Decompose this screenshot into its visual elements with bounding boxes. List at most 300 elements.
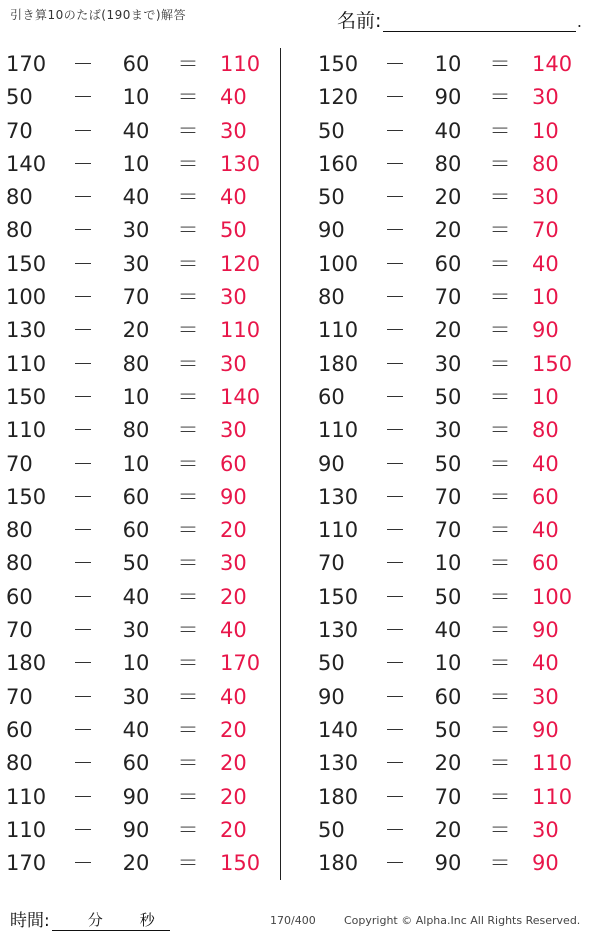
minus-sign: －: [384, 451, 406, 476]
equals-sign: ＝: [489, 851, 511, 876]
subtrahend: 10: [434, 651, 462, 676]
problem-row: [0, 681, 270, 714]
equals-sign: ＝: [177, 318, 199, 343]
page-number: 170/400: [270, 914, 316, 927]
problem-row: [0, 448, 270, 481]
equals-sign: ＝: [177, 684, 199, 709]
answer: 140: [532, 52, 573, 76]
minus-sign: －: [384, 285, 406, 310]
answer: 30: [220, 285, 247, 310]
answer: 60: [532, 551, 559, 576]
problem-row: [0, 414, 270, 447]
minuend: 110: [318, 418, 359, 443]
subtrahend: 50: [122, 551, 150, 576]
minus-sign: －: [72, 351, 94, 376]
name-label: 名前:: [337, 10, 382, 32]
subtrahend: 70: [434, 784, 462, 809]
equals-sign: ＝: [489, 451, 511, 476]
minuend: 80: [6, 551, 33, 576]
minuend: 80: [6, 218, 33, 243]
problem-row: [0, 281, 270, 314]
problem-row: [0, 847, 270, 880]
equals-sign: ＝: [489, 618, 511, 643]
problem-row: [312, 314, 582, 347]
minuend: 70: [6, 118, 33, 143]
subtrahend: 60: [434, 684, 462, 709]
problem-row: [312, 647, 582, 680]
minus-sign: －: [384, 185, 406, 210]
minuend: 100: [318, 251, 359, 276]
equals-sign: ＝: [177, 717, 199, 742]
subtrahend: 80: [122, 351, 150, 376]
minus-sign: －: [384, 584, 406, 609]
minuend: 150: [6, 384, 47, 409]
equals-sign: ＝: [489, 784, 511, 809]
minuend: 50: [318, 817, 345, 842]
minuend: 110: [6, 817, 47, 842]
minus-sign: －: [72, 518, 94, 543]
minus-sign: －: [72, 817, 94, 842]
subtrahend: 60: [122, 518, 150, 543]
answer: 60: [532, 484, 559, 509]
problem-row: [312, 481, 582, 514]
minuend: 110: [318, 518, 359, 543]
minus-sign: －: [384, 384, 406, 409]
answer: 170: [220, 651, 261, 676]
equals-sign: ＝: [177, 484, 199, 509]
equals-sign: ＝: [489, 817, 511, 842]
problem-row: [0, 781, 270, 814]
problem-row: [0, 547, 270, 580]
equals-sign: ＝: [177, 185, 199, 210]
minuend: 180: [6, 651, 47, 676]
problem-column-right: [312, 48, 582, 880]
minus-sign: －: [72, 618, 94, 643]
problem-row: [312, 448, 582, 481]
problem-row: [312, 348, 582, 381]
answer: 10: [532, 285, 559, 310]
problem-row: [0, 115, 270, 148]
minus-sign: －: [72, 85, 94, 110]
minuend: 70: [318, 551, 345, 576]
subtrahend: 50: [434, 384, 462, 409]
problem-row: [0, 481, 270, 514]
answer: 20: [220, 817, 247, 842]
time-field: [10, 906, 170, 931]
minuend: 60: [6, 717, 33, 742]
answer: 40: [220, 618, 247, 643]
problem-row: [312, 181, 582, 214]
subtrahend: 50: [434, 717, 462, 742]
answer: 20: [220, 584, 247, 609]
equals-sign: ＝: [177, 851, 199, 876]
subtrahend: 40: [434, 618, 462, 643]
minus-sign: －: [384, 684, 406, 709]
equals-sign: ＝: [177, 784, 199, 809]
minuend: 50: [318, 651, 345, 676]
answer: 140: [220, 384, 261, 409]
equals-sign: ＝: [177, 218, 199, 243]
subtrahend: 10: [122, 451, 150, 476]
subtrahend: 50: [434, 451, 462, 476]
minuend: 170: [6, 851, 47, 876]
subtrahend: 20: [434, 318, 462, 343]
answer: 10: [532, 384, 559, 409]
problem-row: [0, 714, 270, 747]
subtrahend: 30: [122, 618, 150, 643]
subtrahend: 60: [122, 751, 150, 776]
answer: 90: [532, 318, 559, 343]
problem-row: [312, 81, 582, 114]
answer: 40: [220, 185, 247, 210]
minus-sign: －: [384, 318, 406, 343]
answer: 90: [532, 717, 559, 742]
minuend: 180: [318, 351, 359, 376]
problem-row: [312, 214, 582, 247]
minuend: 120: [318, 85, 359, 110]
subtrahend: 90: [122, 784, 150, 809]
subtrahend: 60: [434, 251, 462, 276]
subtrahend: 20: [122, 851, 150, 876]
minuend: 140: [6, 151, 47, 176]
seconds-unit: 秒: [139, 911, 155, 929]
subtrahend: 20: [122, 318, 150, 343]
minus-sign: －: [384, 851, 406, 876]
minus-sign: －: [384, 817, 406, 842]
subtrahend: 90: [122, 817, 150, 842]
problem-row: [312, 281, 582, 314]
minus-sign: －: [384, 518, 406, 543]
minus-sign: －: [384, 717, 406, 742]
equals-sign: ＝: [177, 618, 199, 643]
equals-sign: ＝: [177, 551, 199, 576]
subtrahend: 70: [434, 518, 462, 543]
problem-row: [312, 48, 582, 81]
equals-sign: ＝: [489, 717, 511, 742]
equals-sign: ＝: [489, 185, 511, 210]
minus-sign: －: [72, 318, 94, 343]
minuend: 150: [318, 584, 359, 609]
subtrahend: 50: [434, 584, 462, 609]
minus-sign: －: [72, 418, 94, 443]
time-underline: [52, 908, 170, 931]
minus-sign: －: [384, 618, 406, 643]
problem-row: [312, 681, 582, 714]
subtrahend: 40: [122, 584, 150, 609]
minuend: 110: [6, 351, 47, 376]
minuend: 150: [6, 251, 47, 276]
equals-sign: ＝: [489, 251, 511, 276]
problem-row: [312, 581, 582, 614]
answer: 20: [220, 717, 247, 742]
equals-sign: ＝: [489, 318, 511, 343]
answer: 20: [220, 751, 247, 776]
minuend: 90: [318, 684, 345, 709]
equals-sign: ＝: [489, 384, 511, 409]
column-divider: [280, 48, 281, 880]
equals-sign: ＝: [177, 351, 199, 376]
answer: 30: [220, 118, 247, 143]
minus-sign: －: [384, 418, 406, 443]
equals-sign: ＝: [177, 584, 199, 609]
minuend: 180: [318, 784, 359, 809]
subtrahend: 40: [122, 118, 150, 143]
minuend: 150: [318, 52, 359, 76]
answer: 110: [532, 784, 573, 809]
answer: 40: [220, 684, 247, 709]
subtrahend: 10: [122, 151, 150, 176]
minuend: 50: [318, 118, 345, 143]
minuend: 130: [6, 318, 47, 343]
answer: 110: [532, 751, 573, 776]
minus-sign: －: [72, 251, 94, 276]
minuend: 70: [6, 618, 33, 643]
minuend: 50: [318, 185, 345, 210]
problem-row: [312, 614, 582, 647]
answer: 40: [532, 651, 559, 676]
minus-sign: －: [72, 484, 94, 509]
minus-sign: －: [72, 717, 94, 742]
subtrahend: 10: [122, 85, 150, 110]
answer: 40: [532, 451, 559, 476]
minuend: 70: [6, 684, 33, 709]
minus-sign: －: [384, 351, 406, 376]
subtrahend: 90: [434, 85, 462, 110]
answer: 150: [220, 851, 261, 876]
subtrahend: 10: [434, 551, 462, 576]
minus-sign: －: [384, 218, 406, 243]
minus-sign: －: [72, 784, 94, 809]
subtrahend: 90: [434, 851, 462, 876]
answer: 90: [532, 851, 559, 876]
subtrahend: 30: [122, 251, 150, 276]
subtrahend: 10: [434, 52, 462, 76]
minus-sign: －: [384, 651, 406, 676]
equals-sign: ＝: [489, 285, 511, 310]
answer: 130: [220, 151, 261, 176]
equals-sign: ＝: [489, 484, 511, 509]
problem-row: [312, 381, 582, 414]
minuend: 80: [6, 518, 33, 543]
subtrahend: 10: [122, 651, 150, 676]
answer: 30: [532, 684, 559, 709]
subtrahend: 10: [122, 384, 150, 409]
minutes-unit: 分: [87, 911, 103, 929]
minus-sign: －: [72, 751, 94, 776]
minus-sign: －: [384, 151, 406, 176]
answer: 90: [532, 618, 559, 643]
problem-row: [0, 48, 270, 81]
subtrahend: 40: [122, 185, 150, 210]
answer: 40: [220, 85, 247, 110]
equals-sign: ＝: [177, 651, 199, 676]
minus-sign: －: [72, 451, 94, 476]
problem-row: [312, 847, 582, 880]
problem-row: [0, 214, 270, 247]
problem-column-left: [0, 48, 270, 880]
minuend: 70: [6, 451, 33, 476]
answer: 10: [532, 118, 559, 143]
answer: 30: [532, 185, 559, 210]
minus-sign: －: [384, 52, 406, 76]
minus-sign: －: [384, 784, 406, 809]
subtrahend: 20: [434, 751, 462, 776]
answer: 40: [532, 251, 559, 276]
subtrahend: 60: [122, 484, 150, 509]
minus-sign: －: [72, 651, 94, 676]
minuend: 100: [6, 285, 47, 310]
name-underline: [383, 11, 576, 32]
minuend: 110: [6, 418, 47, 443]
subtrahend: 70: [434, 285, 462, 310]
subtrahend: 20: [434, 185, 462, 210]
answer: 30: [220, 418, 247, 443]
answer: 70: [532, 218, 559, 243]
subtrahend: 30: [434, 418, 462, 443]
subtrahend: 70: [122, 285, 150, 310]
minus-sign: －: [72, 218, 94, 243]
equals-sign: ＝: [177, 251, 199, 276]
minus-sign: －: [384, 751, 406, 776]
subtrahend: 80: [434, 151, 462, 176]
problem-row: [312, 414, 582, 447]
minus-sign: －: [384, 551, 406, 576]
problem-row: [0, 614, 270, 647]
equals-sign: ＝: [489, 151, 511, 176]
answer: 110: [220, 318, 261, 343]
problem-row: [312, 714, 582, 747]
problem-row: [0, 747, 270, 780]
minuend: 80: [318, 285, 345, 310]
equals-sign: ＝: [489, 551, 511, 576]
minuend: 150: [6, 484, 47, 509]
minuend: 60: [318, 384, 345, 409]
equals-sign: ＝: [177, 518, 199, 543]
time-label: 時間:: [10, 911, 50, 931]
minuend: 130: [318, 484, 359, 509]
answer: 20: [220, 784, 247, 809]
equals-sign: ＝: [177, 285, 199, 310]
answer: 120: [220, 251, 261, 276]
equals-sign: ＝: [489, 584, 511, 609]
answer: 90: [220, 484, 247, 509]
subtrahend: 80: [122, 418, 150, 443]
minuend: 90: [318, 218, 345, 243]
equals-sign: ＝: [177, 118, 199, 143]
minus-sign: －: [384, 484, 406, 509]
minuend: 110: [6, 784, 47, 809]
equals-sign: ＝: [177, 418, 199, 443]
answer: 20: [220, 518, 247, 543]
equals-sign: ＝: [489, 52, 511, 76]
subtrahend: 40: [434, 118, 462, 143]
problem-row: [0, 647, 270, 680]
problem-row: [0, 348, 270, 381]
problem-row: [0, 314, 270, 347]
answer: 30: [532, 85, 559, 110]
equals-sign: ＝: [177, 751, 199, 776]
answer: 50: [220, 218, 247, 243]
problem-row: [0, 514, 270, 547]
answer: 60: [220, 451, 247, 476]
minuend: 170: [6, 52, 47, 76]
answer: 30: [220, 351, 247, 376]
minuend: 130: [318, 751, 359, 776]
problem-row: [0, 381, 270, 414]
minuend: 50: [6, 85, 33, 110]
minus-sign: －: [72, 684, 94, 709]
subtrahend: 30: [122, 684, 150, 709]
equals-sign: ＝: [177, 52, 199, 76]
minus-sign: －: [384, 118, 406, 143]
problem-row: [312, 514, 582, 547]
equals-sign: ＝: [177, 85, 199, 110]
problem-row: [312, 547, 582, 580]
answer: 30: [532, 817, 559, 842]
equals-sign: ＝: [489, 218, 511, 243]
equals-sign: ＝: [489, 351, 511, 376]
answer: 40: [532, 518, 559, 543]
minuend: 180: [318, 851, 359, 876]
minuend: 90: [318, 451, 345, 476]
minus-sign: －: [72, 384, 94, 409]
problem-row: [312, 148, 582, 181]
minuend: 130: [318, 618, 359, 643]
problem-row: [0, 81, 270, 114]
minuend: 160: [318, 151, 359, 176]
equals-sign: ＝: [177, 384, 199, 409]
minus-sign: －: [72, 285, 94, 310]
subtrahend: 30: [434, 351, 462, 376]
name-field[interactable]: [337, 6, 582, 32]
answer: 150: [532, 351, 573, 376]
equals-sign: ＝: [489, 651, 511, 676]
subtrahend: 20: [434, 817, 462, 842]
answer: 30: [220, 551, 247, 576]
minuend: 60: [6, 584, 33, 609]
copyright-notice: Copyright © Alpha.Inc All Rights Reserved.: [344, 914, 581, 927]
equals-sign: ＝: [177, 151, 199, 176]
equals-sign: ＝: [177, 817, 199, 842]
subtrahend: 60: [122, 52, 150, 76]
equals-sign: ＝: [489, 85, 511, 110]
problem-row: [0, 581, 270, 614]
answer: 110: [220, 52, 261, 76]
problem-row: [312, 747, 582, 780]
equals-sign: ＝: [489, 518, 511, 543]
equals-sign: ＝: [489, 751, 511, 776]
name-end-period: .: [576, 12, 582, 31]
minuend: 140: [318, 717, 359, 742]
subtrahend: 70: [434, 484, 462, 509]
answer: 80: [532, 151, 559, 176]
problem-row: [312, 248, 582, 281]
answer: 80: [532, 418, 559, 443]
equals-sign: ＝: [489, 118, 511, 143]
minuend: 110: [318, 318, 359, 343]
equals-sign: ＝: [489, 418, 511, 443]
minus-sign: －: [72, 151, 94, 176]
problem-row: [312, 781, 582, 814]
minuend: 80: [6, 185, 33, 210]
worksheet-title: 引き算10のたば(190まで)解答: [10, 8, 187, 22]
minus-sign: －: [384, 251, 406, 276]
minus-sign: －: [72, 52, 94, 76]
answer: 100: [532, 584, 573, 609]
minus-sign: －: [384, 85, 406, 110]
problem-row: [0, 181, 270, 214]
equals-sign: ＝: [489, 684, 511, 709]
